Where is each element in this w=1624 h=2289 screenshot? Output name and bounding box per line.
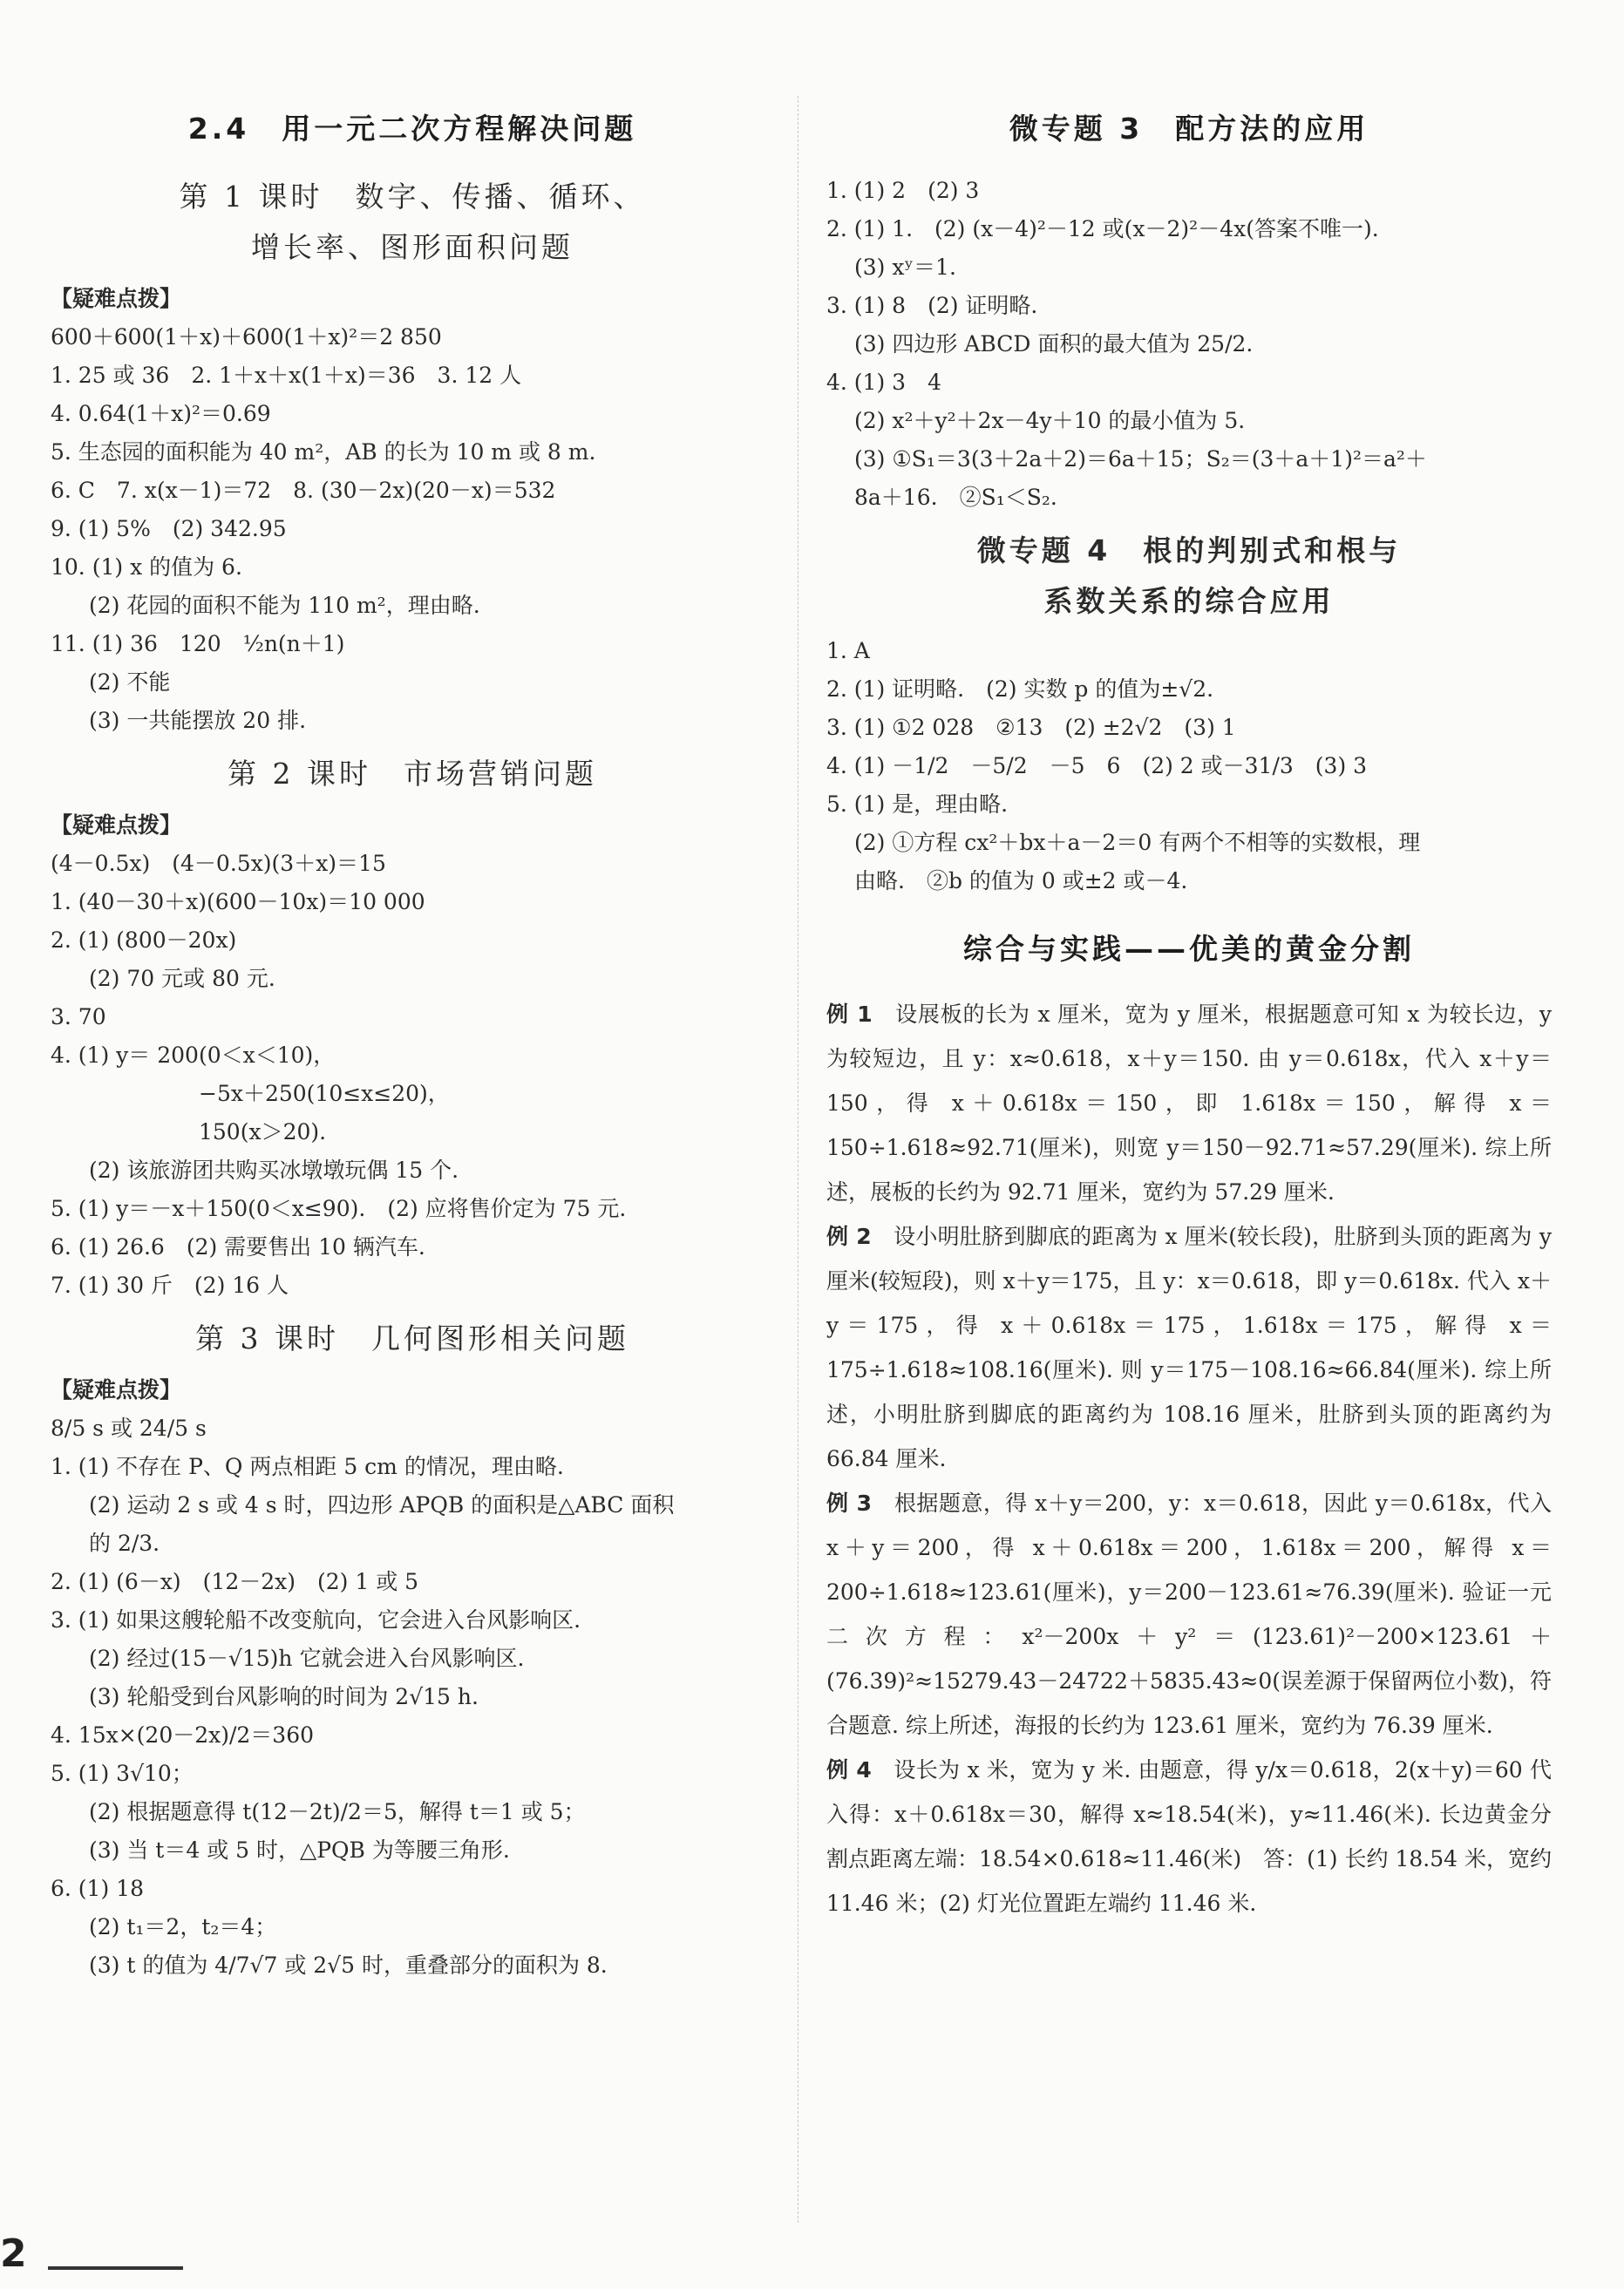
example-4	[826, 1748, 1552, 1926]
answer-line: 6. C 7. x(x－1)＝72 8. (30－2x)(20－x)＝532	[51, 478, 556, 503]
answer-line: 2. (1) 1. (2) (x－4)²－12 或(x－2)²－4x(答案不唯一).	[826, 216, 1379, 241]
example-label: 例 3	[826, 1491, 873, 1516]
answer-line: 2. (1) 证明略. (2) 实数 p 的值为±√2.	[826, 676, 1214, 702]
lesson-2-title: 第 2 课时 市场营销问题	[228, 757, 597, 791]
answer-line: 8a＋16. ②S₁＜S₂.	[854, 485, 1057, 510]
answer-line: 3. 70	[51, 1004, 106, 1029]
answer-line: (2) 不能	[89, 669, 171, 695]
answer-line: 5. (1) y＝－x＋150(0＜x≤90). (2) 应将售价定为 75 元.	[51, 1196, 627, 1221]
right-column	[826, 87, 1552, 1926]
tip-label: 【疑难点拨】	[51, 1377, 182, 1403]
answer-line: 3. (1) 8 (2) 证明略.	[826, 293, 1038, 318]
example-label: 例 2	[826, 1224, 872, 1249]
answer-line: (3) 一共能摆放 20 排.	[89, 708, 307, 733]
answer-line: 的 2/3.	[89, 1531, 160, 1556]
answer-line: (3) 当 t＝4 或 5 时，△PQB 为等腰三角形.	[89, 1837, 510, 1863]
tip-label: 【疑难点拨】	[51, 286, 182, 311]
answer-line: 8/5 s 或 24/5 s	[51, 1416, 207, 1441]
answer-line: (3) 轮船受到台风影响的时间为 2√15 h.	[89, 1684, 479, 1709]
answer-line: (2) ①方程 cx²＋bx＋a－2＝0 有两个不相等的实数根，理	[854, 830, 1421, 855]
answer-line: 5. (1) 是，理由略.	[826, 791, 1009, 817]
answer-line: (2) t₁＝2，t₂＝4；	[89, 1914, 277, 1939]
answer-line: (4－0.5x) (4－0.5x)(3＋x)＝15	[51, 851, 386, 876]
answer-line: (2) 该旅游团共购买冰墩墩玩偶 15 个.	[89, 1158, 459, 1183]
answer-line: (3) xʸ＝1.	[854, 255, 956, 280]
answer-line: 11. (1) 36 120 ½n(n＋1)	[51, 631, 345, 656]
example-text: 设展板的长为 x 厘米，宽为 y 厘米，根据题意可知 x 为较长边，y 为较短边，且 y：x≈0.618，x＋y＝150. 由 y＝0.618x，代入 x＋y＝150，得 x＋0.618x＝150，即 1.618x＝150，解得 x＝150÷1.618≈92.71(厘米)，则宽 y＝150－92.71≈57.29(厘米). 综上所述，展板的长约为 92.71 厘米，宽约为 57.29 厘米.	[826, 1002, 1552, 1205]
answer-line: 1. 25 或 36 2. 1＋x＋x(1＋x)＝36 3. 12 人	[51, 363, 522, 388]
answer-line: 3. (1) 如果这艘轮船不改变航向，它会进入台风影响区.	[51, 1607, 581, 1633]
answer-line: (3) t 的值为 4/7√7 或 2√5 时，重叠部分的面积为 8.	[89, 1953, 608, 1978]
answer-line: (3) 四边形 ABCD 面积的最大值为 25/2.	[854, 331, 1254, 357]
answer-line: (2) 运动 2 s 或 4 s 时，四边形 APQB 的面积是△ABC 面积	[89, 1492, 675, 1518]
lesson-1-title: 第 1 课时 数字、传播、循环、 增长率、图形面积问题	[179, 180, 646, 264]
section-heading: 2.4 用一元二次方程解决问题	[187, 112, 637, 146]
answer-line: 9. (1) 5% (2) 342.95	[51, 516, 287, 541]
answer-line: 600＋600(1＋x)＋600(1＋x)²＝2 850	[51, 324, 442, 350]
answer-line: 4. 0.64(1＋x)²＝0.69	[51, 401, 271, 426]
answer-line: (2) 花园的面积不能为 110 m²，理由略.	[89, 593, 480, 618]
example-2	[826, 1214, 1552, 1481]
answer-line: (2) x²＋y²＋2x－4y＋10 的最小值为 5.	[854, 408, 1246, 433]
answer-line: (2) 经过(15－√15)h 它就会进入台风影响区.	[89, 1646, 525, 1671]
answer-line: 7. (1) 30 斤 (2) 16 人	[51, 1273, 289, 1298]
answer-line: 3. (1) ①2 028 ②13 (2) ±2√2 (3) 1	[826, 715, 1236, 740]
example-1	[826, 992, 1552, 1214]
answer-line: 150(x＞20).	[199, 1119, 327, 1144]
answer-line: 由略. ②b 的值为 0 或±2 或－4.	[854, 868, 1188, 893]
answer-line: 1. (1) 不存在 P、Q 两点相距 5 cm 的情况，理由略.	[51, 1454, 564, 1479]
page-number-rule	[48, 2266, 183, 2270]
answer-line: 1. A	[826, 638, 870, 663]
answer-line: 6. (1) 26.6 (2) 需要售出 10 辆汽车.	[51, 1234, 425, 1260]
example-text: 根据题意，得 x＋y＝200，y：x＝0.618，因此 y＝0.618x，代入 x＋y＝200，得 x＋0.618x＝200，1.618x＝200，解得 x＝200÷1.618≈123.61(厘米)，y＝200－123.61≈76.39(厘米). 验证一元二次方程：x²－200x＋y²＝(123.61)²－200×123.61＋(76.39)²≈15279.43－24722＋5835.43≈0(误差源于保留两位小数)，符合题意. 综上所述，海报的长约为 123.61 厘米，宽约为 76.39 厘米.	[826, 1491, 1552, 1738]
topic-3-title: 微专题 3 配方法的应用	[1009, 112, 1369, 146]
answer-line: (2) 根据题意得 t(12－2t)/2＝5，解得 t＝1 或 5；	[89, 1799, 586, 1824]
tip-label: 【疑难点拨】	[51, 812, 182, 838]
answer-line: 4. (1) －1/2 －5/2 －5 6 (2) 2 或－31/3 (3) 3	[826, 753, 1368, 778]
page-number: 2	[0, 2231, 27, 2276]
left-column	[51, 87, 774, 1985]
answer-line: 4. 15x×(20－2x)/2＝360	[51, 1722, 315, 1748]
example-label: 例 4	[826, 1757, 872, 1783]
answer-line: 6. (1) 18	[51, 1876, 144, 1901]
example-label: 例 1	[826, 1002, 873, 1027]
answer-line: −5x＋250(10≤x≤20)，	[199, 1081, 450, 1106]
answer-line: 5. (1) 3√10；	[51, 1761, 194, 1786]
answer-line: 1. (1) 2 (2) 3	[826, 178, 980, 203]
example-3	[826, 1481, 1552, 1748]
answer-line: 2. (1) (800－20x)	[51, 927, 237, 953]
topic-4-title: 微专题 4 根的判别式和根与 系数关系的综合应用	[976, 533, 1402, 618]
answer-line: 5. 生态园的面积能为 40 m²，AB 的长为 10 m 或 8 m.	[51, 439, 596, 465]
answer-line: 10. (1) x 的值为 6.	[51, 554, 242, 580]
practice-title: 综合与实践——优美的黄金分割	[963, 932, 1415, 966]
lesson-3-title: 第 3 课时 几何图形相关问题	[195, 1321, 629, 1355]
answer-line: 4. (1) y＝ 200(0＜x＜10)，	[51, 1043, 336, 1068]
answer-line: (2) 70 元或 80 元.	[89, 966, 275, 991]
answer-line: 2. (1) (6－x) (12－2x) (2) 1 或 5	[51, 1569, 419, 1594]
example-text: 设小明肚脐到脚底的距离为 x 厘米(较长段)，肚脐到头顶的距离为 y 厘米(较短段)，则 x＋y＝175，且 y：x＝0.618，即 y＝0.618x. 代入 x＋y＝175，得 x＋0.618x＝175，1.618x＝175，解得 x＝175÷1.618≈108.16(厘米). 则 y＝175－108.16≈66.84(厘米). 综上所述，小明肚脐到脚底的距离约为 108.16 厘米，肚脐到头顶的距离约为 66.84 厘米.	[826, 1224, 1552, 1471]
example-text: 设长为 x 米，宽为 y 米. 由题意，得 y/x＝0.618，2(x＋y)＝60 代入得：x＋0.618x＝30，解得 x≈18.54(米)，y≈11.46(米). 长边黄金分割点距离左端：18.54×0.618≈11.46(米) 答：(1) 长约 18.54 米，宽约 11.46 米；(2) 灯光位置距左端约 11.46 米.	[826, 1757, 1552, 1916]
answer-line: 1. (40－30＋x)(600－10x)＝10 000	[51, 889, 425, 914]
answer-line: (3) ①S₁＝3(3＋2a＋2)＝6a＋15；S₂＝(3＋a＋1)²＝a²＋	[854, 446, 1427, 472]
answer-line: 4. (1) 3 4	[826, 370, 941, 395]
